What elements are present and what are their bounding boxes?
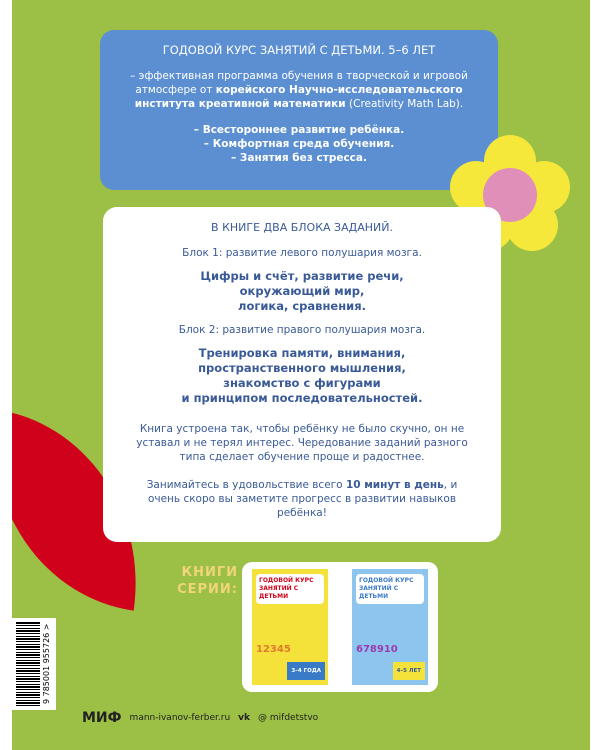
topic: пространственного мышления, bbox=[198, 361, 406, 375]
series-book-cover bbox=[252, 569, 328, 685]
course-description-box bbox=[100, 30, 498, 190]
book-numbers: 12345 bbox=[256, 644, 291, 655]
benefit: – Занятия без стресса. bbox=[231, 152, 367, 164]
topic: знакомство с фигурами bbox=[223, 376, 381, 390]
book-numbers: 678910 bbox=[356, 644, 398, 655]
cta-text: , и очень скоро вы заметите прогресс в развитии навыков ребёнка! bbox=[147, 479, 458, 519]
benefit: – Комфортная среда обучения. bbox=[203, 138, 395, 150]
book-age: 4–5 ЛЕТ bbox=[393, 662, 425, 680]
course-title: ГОДОВОЙ КУРС ЗАНЯТИЙ С ДЕТЬМИ. 5–6 ЛЕТ bbox=[162, 43, 436, 57]
topic: Тренировка памяти, внимания, bbox=[198, 346, 406, 360]
topic: и принципом последовательностей. bbox=[181, 391, 423, 405]
book-title: ГОДОВОЙ КУРС ЗАНЯТИЙ С ДЕТЬМИ bbox=[356, 574, 424, 604]
back-cover bbox=[12, 0, 590, 750]
publisher-site[interactable]: mann-ivanov-ferber.ru bbox=[129, 713, 231, 723]
book-title: ГОДОВОЙ КУРС ЗАНЯТИЙ С ДЕТЬМИ bbox=[256, 574, 324, 604]
series-book-cover bbox=[352, 569, 428, 685]
intro-text: – эффективная программа обучения в творческой и игровой атмосфере от bbox=[130, 70, 468, 96]
description-paragraph: Книга устроена так, чтобы ребёнку не было скучно, он не уставал и не терял интерес. Чередование заданий разного типа сделает обучение проще и радостнее. bbox=[136, 423, 468, 463]
call-to-action bbox=[103, 478, 501, 520]
isbn-barcode bbox=[12, 618, 56, 710]
topic: окружающий мир, bbox=[239, 284, 365, 298]
cta-text: Занимайтесь в удовольствие всего bbox=[146, 479, 346, 491]
publisher-logo: МИФ bbox=[82, 710, 122, 726]
course-intro bbox=[100, 69, 498, 111]
topic: логика, сравнения. bbox=[238, 299, 366, 313]
block2-label: Блок 2: развитие правого полушария мозга. bbox=[178, 324, 426, 336]
publisher-footer bbox=[82, 710, 318, 726]
topic: Цифры и счёт, развитие речи, bbox=[200, 269, 404, 283]
intro-institute: корейского Научно-исследовательского института креативной математики bbox=[134, 84, 463, 110]
benefit: – Всестороннее развитие ребёнка. bbox=[193, 124, 405, 136]
cta-bold: 10 минут в день bbox=[345, 479, 444, 491]
barcode-bars bbox=[16, 622, 40, 706]
block1-label: Блок 1: развитие левого полушария мозга. bbox=[182, 247, 422, 259]
series-label bbox=[177, 564, 238, 598]
isbn-number: 9 785001 955726 > bbox=[42, 623, 51, 705]
series-books-panel bbox=[242, 562, 438, 692]
intro-lab: (Creativity Math Lab). bbox=[345, 98, 464, 110]
block2-topics bbox=[103, 346, 501, 406]
contents-heading: В КНИГЕ ДВА БЛОКА ЗАДАНИЙ. bbox=[211, 221, 393, 234]
contents-box bbox=[103, 207, 501, 542]
series-label-line: СЕРИИ: bbox=[177, 582, 238, 597]
vk-icon: vk bbox=[238, 713, 251, 723]
book-age: 3–4 ГОДА bbox=[287, 662, 325, 680]
social-handle[interactable]: @ mifdetstvo bbox=[258, 713, 319, 723]
block1-topics bbox=[103, 269, 501, 314]
series-label-line: КНИГИ bbox=[181, 565, 238, 580]
